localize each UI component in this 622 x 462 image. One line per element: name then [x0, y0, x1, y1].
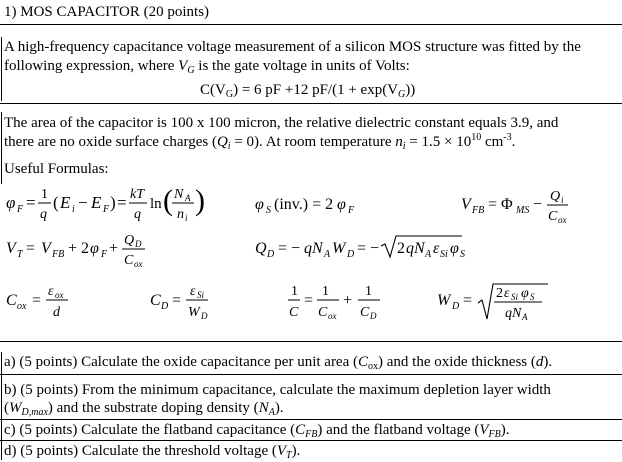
- given-line-1: The area of the capacitor is 100 x 100 micron, the relative dielectric constant equals 3.9, and: [4, 115, 559, 131]
- intro-line-1: A high-frequency capacitance voltage measurement of a silicon MOS structure was fitted by the: [4, 39, 581, 55]
- svg-text:Q: Q: [255, 240, 267, 257]
- svg-text:V: V: [6, 240, 16, 257]
- svg-text:2: 2: [397, 240, 405, 257]
- svg-text:FB: FB: [52, 249, 65, 260]
- divider: [0, 341, 622, 342]
- svg-text:1: 1: [322, 284, 329, 299]
- svg-text:=: =: [26, 240, 36, 257]
- svg-text:V: V: [461, 196, 471, 213]
- svg-text:q: q: [40, 207, 47, 222]
- question-a: a) (5 points) Calculate the oxide capacitance per unit area $(C_{ox})$ and the oxide thickness (d).: [4, 354, 553, 372]
- svg-text:2: 2: [496, 286, 503, 301]
- svg-text:F: F: [17, 204, 24, 215]
- question-b-line-2: $(W_{D,max})$ and the substrate doping density $(N_A)$.: [4, 400, 284, 418]
- svg-text:D: D: [267, 249, 275, 260]
- svg-text:FB: FB: [472, 205, 485, 216]
- svg-text:=: =: [26, 193, 36, 212]
- svg-text:W: W: [188, 305, 200, 320]
- svg-text:qN: qN: [406, 240, 425, 257]
- svg-text:1: 1: [291, 284, 298, 299]
- svg-text:1: 1: [365, 284, 372, 299]
- svg-text:E: E: [91, 193, 102, 212]
- formula-cd: [150, 284, 208, 321]
- svg-text:φ: φ: [6, 193, 16, 212]
- svg-text:Q: Q: [550, 189, 561, 204]
- divider: [0, 419, 622, 420]
- svg-text:ox: ox: [328, 311, 337, 321]
- svg-text:D: D: [201, 311, 208, 321]
- svg-text:φ: φ: [337, 196, 346, 213]
- svg-text:i: i: [185, 213, 188, 223]
- svg-text:ln: ln: [150, 196, 162, 212]
- svg-text:ε: ε: [190, 284, 196, 299]
- svg-text:C: C: [548, 209, 558, 224]
- svg-text:A: A: [522, 312, 528, 322]
- divider: [0, 374, 622, 375]
- question-d: d) (5 points) Calculate the threshold voltage $(V_T)$.: [4, 443, 301, 461]
- svg-text:W: W: [437, 292, 451, 309]
- svg-text:ox: ox: [55, 290, 64, 300]
- svg-text:W: W: [332, 240, 346, 257]
- svg-text:S: S: [266, 205, 271, 216]
- given-line-2: there are no oxide surface charges $(Q_i = 0)$. At room temperature $n_i = 1.5 \times 10^{10}$ $cm^{-3}$.: [4, 132, 516, 152]
- svg-text:S: S: [530, 292, 535, 302]
- formula-wd: [437, 284, 548, 322]
- svg-text:): ): [110, 193, 116, 212]
- svg-text:C: C: [124, 253, 134, 268]
- svg-text:Si: Si: [440, 249, 448, 260]
- svg-text:MS: MS: [516, 205, 530, 216]
- svg-text:A: A: [324, 249, 331, 260]
- svg-text:i: i: [561, 195, 564, 205]
- svg-text:V: V: [41, 240, 51, 257]
- svg-text:D: D: [135, 239, 142, 249]
- formula-series: [288, 284, 380, 321]
- formula-phi-s: [255, 196, 355, 216]
- cv-expression: $C(V_G) = 6$ pF +12 $pF/(1 + \exp(V_G))$: [200, 82, 416, 100]
- svg-text:−: −: [78, 193, 88, 212]
- formula-qd: [255, 236, 465, 260]
- formula-cox: [6, 284, 68, 320]
- svg-text:+ 2: + 2: [68, 240, 90, 257]
- svg-text:=: =: [32, 292, 42, 309]
- divider: [0, 24, 622, 25]
- svg-text:C: C: [360, 305, 370, 320]
- formula-phi-f: [6, 184, 205, 223]
- svg-text:Q: Q: [124, 233, 135, 248]
- svg-text:): ): [195, 184, 205, 217]
- svg-text:kT: kT: [130, 187, 144, 202]
- formulas-heading: Useful Formulas:: [4, 161, 109, 177]
- svg-text:D: D: [347, 249, 355, 260]
- svg-text:D: D: [370, 311, 377, 321]
- svg-text:Si: Si: [197, 290, 205, 300]
- section-bar: [1, 37, 2, 101]
- svg-text:ox: ox: [134, 259, 143, 269]
- svg-text:F: F: [103, 204, 110, 215]
- svg-text:C: C: [150, 292, 161, 309]
- svg-text:A: A: [185, 193, 191, 203]
- svg-text:Si: Si: [511, 292, 519, 302]
- svg-text:+: +: [109, 240, 119, 257]
- svg-text:φ: φ: [90, 240, 99, 257]
- svg-text:i: i: [72, 204, 75, 215]
- section-bar: [1, 352, 2, 460]
- svg-text:(inv.) = 2: (inv.) = 2: [274, 196, 334, 213]
- svg-text:φ: φ: [521, 286, 529, 301]
- divider: [0, 103, 622, 104]
- svg-text:C: C: [289, 305, 299, 320]
- formula-sheet: [0, 178, 622, 338]
- svg-text:(: (: [163, 184, 173, 217]
- svg-text:C: C: [318, 305, 328, 320]
- svg-text:=: =: [463, 292, 473, 309]
- formula-vfb: [461, 189, 568, 225]
- svg-text:=: =: [117, 193, 127, 212]
- svg-text:E: E: [60, 193, 71, 212]
- svg-text:A: A: [425, 249, 432, 260]
- svg-text:=: =: [172, 292, 182, 309]
- svg-text:S: S: [460, 249, 465, 260]
- svg-text:= −: = −: [357, 240, 380, 257]
- svg-text:−: −: [533, 196, 543, 213]
- svg-text:ε: ε: [504, 286, 510, 301]
- svg-text:n: n: [177, 207, 184, 222]
- svg-text:ε: ε: [433, 240, 440, 257]
- svg-text:qN: qN: [505, 306, 522, 321]
- svg-text:ox: ox: [558, 215, 567, 225]
- question-b-line-1: b) (5 points) From the minimum capacitance, calculate the maximum depletion layer width: [4, 382, 551, 398]
- svg-text:N: N: [174, 187, 184, 202]
- formula-vt: [6, 233, 145, 269]
- svg-text:T: T: [17, 249, 23, 260]
- svg-text:C: C: [6, 292, 17, 309]
- svg-text:D: D: [161, 301, 169, 312]
- svg-text:=: =: [304, 292, 314, 309]
- problem-title: 1) MOS CAPACITOR (20 points): [4, 4, 210, 20]
- svg-text:F: F: [101, 249, 108, 260]
- svg-text:φ: φ: [450, 240, 459, 257]
- svg-text:1: 1: [41, 187, 48, 202]
- svg-text:ε: ε: [48, 284, 54, 299]
- svg-text:q: q: [134, 207, 141, 222]
- svg-text:qN: qN: [304, 240, 323, 257]
- svg-text:φ: φ: [255, 196, 264, 213]
- svg-text:= Φ: = Φ: [488, 196, 513, 213]
- divider: [0, 440, 622, 441]
- question-c: c) (5 points) Calculate the flatband capacitance $(C_{FB})$ and the flatband voltage $(V_{FB})$.: [4, 422, 510, 440]
- svg-text:d: d: [53, 305, 60, 320]
- intro-line-2: following expression, where $V_G$ is the gate voltage in units of Volts:: [4, 58, 410, 76]
- svg-text:D: D: [452, 301, 460, 312]
- svg-text:= −: = −: [278, 240, 301, 257]
- svg-text:+: +: [343, 292, 353, 309]
- svg-text:F: F: [348, 205, 355, 216]
- svg-text:ox: ox: [17, 301, 27, 312]
- svg-text:(: (: [53, 193, 59, 212]
- section-bar: [1, 112, 2, 184]
